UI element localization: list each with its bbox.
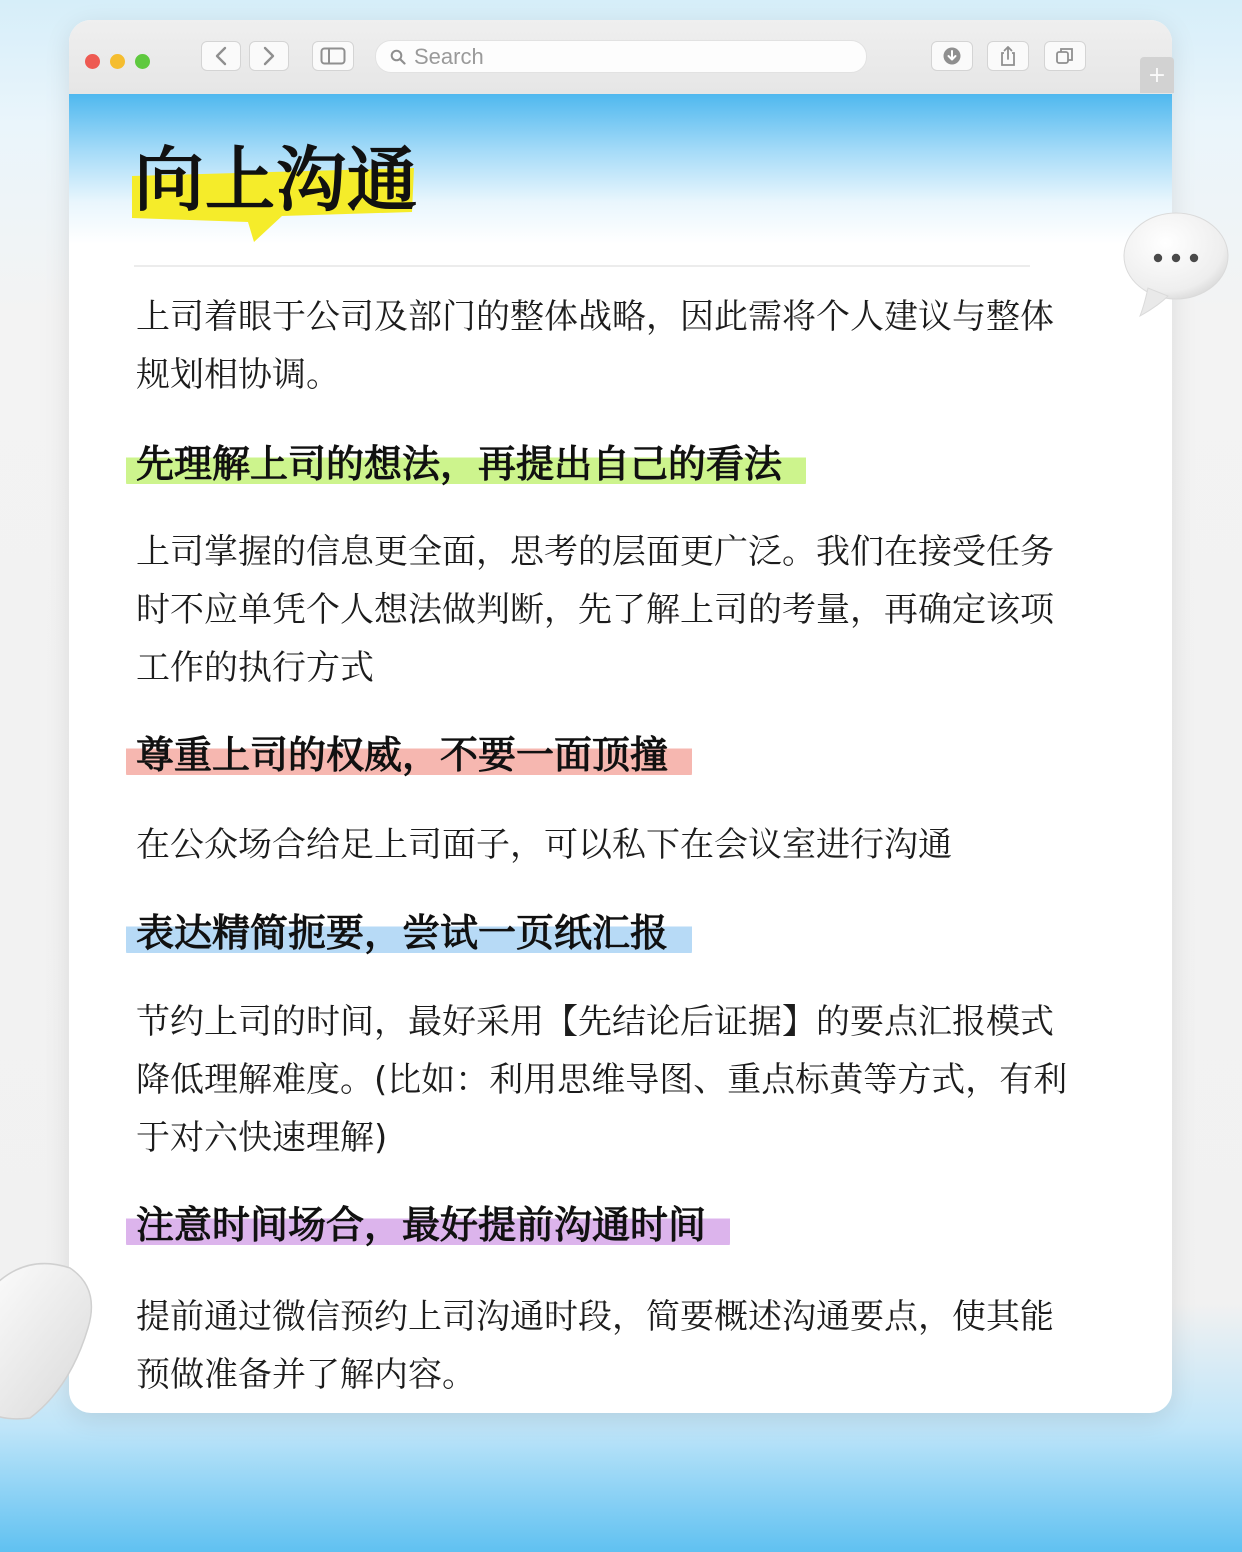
- page-title: 向上沟通: [134, 139, 418, 221]
- title-block: [132, 138, 432, 248]
- mouse-decoration: [0, 1258, 100, 1423]
- back-icon: [214, 46, 228, 66]
- sidebar-icon: [320, 47, 346, 65]
- close-window-button[interactable]: [85, 54, 100, 69]
- section-heading-1: 先理解上司的想法，再提出自己的看法: [126, 440, 806, 488]
- intro-paragraph: 上司着眼于公司及部门的整体战略，因此需将个人建议与整体规划相协调。: [136, 297, 1054, 395]
- section-body-3: 节约上司的时间，最好采用【先结论后证据】的要点汇报模式降低理解难度。(比如：利用思维导图、重点标黄等方式，有利于对六快速理解): [136, 1002, 1068, 1158]
- search-input[interactable]: [412, 43, 836, 71]
- share-button[interactable]: [987, 41, 1029, 71]
- section-body-2: 在公众场合给足上司面子，可以私下在会议室进行沟通: [136, 825, 952, 865]
- browser-toolbar: [69, 20, 1172, 95]
- section-body-4: 提前通过微信预约上司沟通时段，简要概述沟通要点，使其能预做准备并了解内容。: [136, 1297, 1054, 1395]
- plus-icon: +: [1147, 62, 1167, 88]
- new-tab-button[interactable]: [1140, 57, 1174, 93]
- section-heading-2: 尊重上司的权威，不要一面顶撞: [126, 731, 692, 779]
- back-button[interactable]: [201, 41, 241, 71]
- section-heading-3: 表达精简扼要，尝试一页纸汇报: [126, 909, 692, 957]
- forward-icon: [262, 46, 276, 66]
- section-heading-4: 注意时间场合，最好提前沟通时间: [126, 1201, 730, 1249]
- tabs-button[interactable]: [1044, 41, 1086, 71]
- search-bar[interactable]: [375, 40, 867, 73]
- chat-bubble-icon: [1118, 208, 1230, 320]
- forward-button[interactable]: [249, 41, 289, 71]
- minimize-window-button[interactable]: [110, 54, 125, 69]
- divider: [134, 265, 1030, 267]
- tabs-icon: [1055, 46, 1075, 66]
- download-button[interactable]: [931, 41, 973, 71]
- sidebar-button[interactable]: [312, 41, 354, 71]
- section-body-1: 上司掌握的信息更全面，思考的层面更广泛。我们在接受任务时不应单凭个人想法做判断，先了解上司的考量，再确定该项工作的执行方式: [136, 532, 1054, 688]
- search-icon: [390, 49, 406, 65]
- share-icon: [999, 45, 1017, 67]
- download-icon: [942, 46, 962, 66]
- zoom-window-button[interactable]: [135, 54, 150, 69]
